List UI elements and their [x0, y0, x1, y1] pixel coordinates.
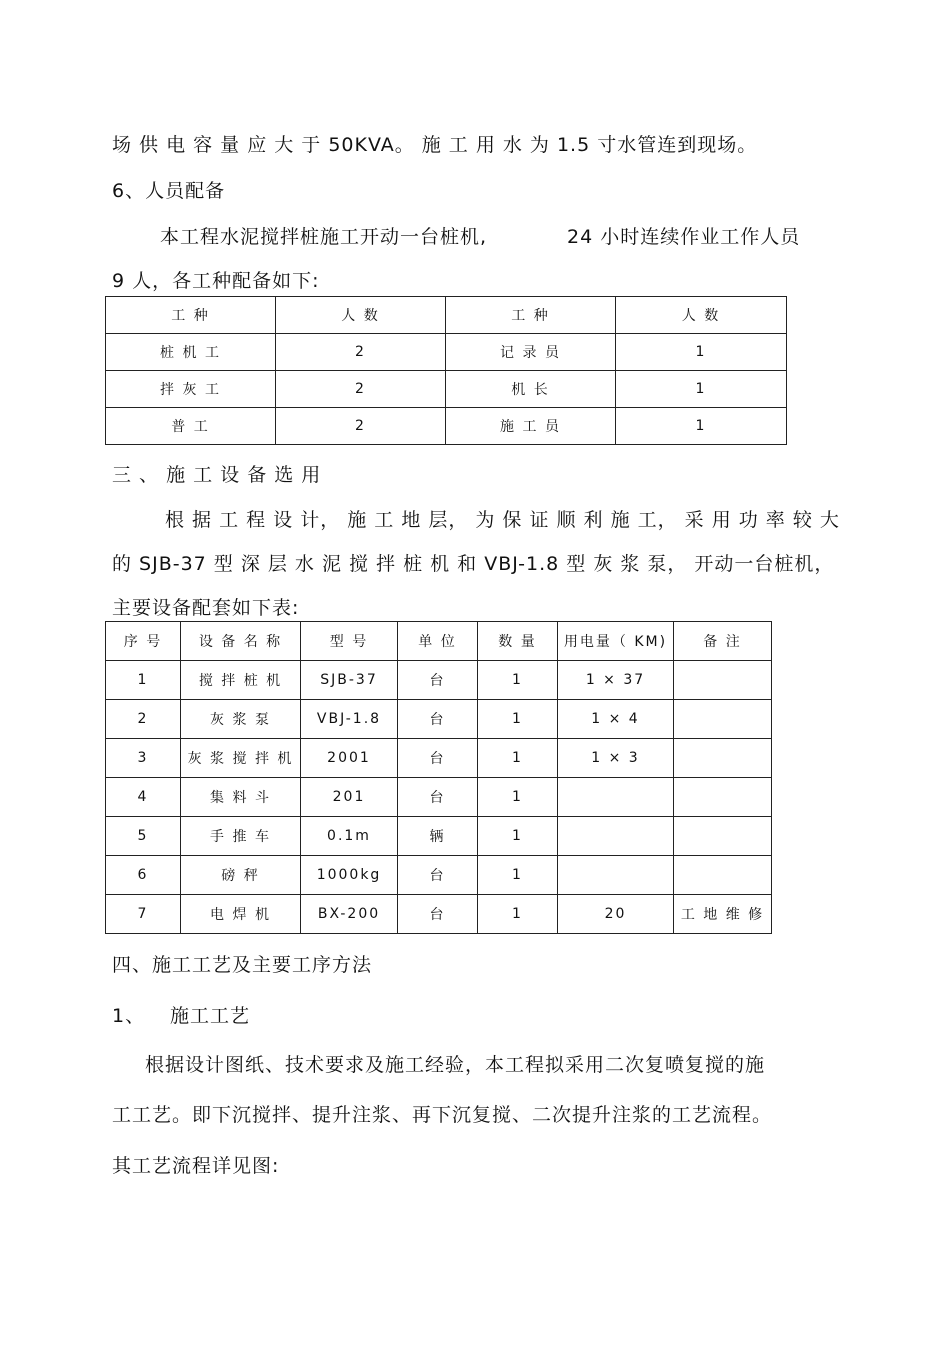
equip_table-cell	[674, 778, 772, 817]
paragraph-line-process-3: 其工艺流程详见图:	[112, 1155, 280, 1177]
equip_table-cell: 5	[106, 817, 181, 856]
equip_table-cell: 灰 浆 泵	[181, 700, 301, 739]
equip_table-cell: 1 × 3	[558, 739, 674, 778]
staff_table-cell: 桩 机 工	[106, 334, 276, 371]
equip_table-cell: 台	[398, 856, 478, 895]
equip_table-cell: 台	[398, 778, 478, 817]
section-heading-process: 四、施工工艺及主要工序方法	[112, 954, 373, 976]
staff_table-header-cell: 工 种	[446, 297, 616, 334]
equip_table-row	[106, 856, 772, 895]
equip_table-cell: 1	[478, 661, 558, 700]
equip_table-row	[106, 739, 772, 778]
equip_table-cell: 1	[478, 739, 558, 778]
equip_table-cell: VBJ-1.8	[301, 700, 398, 739]
equip_table-cell: 201	[301, 778, 398, 817]
staff_table-cell: 2	[276, 334, 446, 371]
paragraph-line-staff-b: 24 小时连续作业工作人员	[567, 226, 801, 248]
equip_table-cell: 2001	[301, 739, 398, 778]
equip_table-cell: 磅 秤	[181, 856, 301, 895]
equip_table-cell	[674, 739, 772, 778]
section-heading-equipment: 三 、 施 工 设 备 选 用	[112, 464, 322, 486]
staff_table-cell: 1	[616, 408, 787, 445]
paragraph-line-staff-count: 9 人，各工种配备如下:	[112, 270, 320, 292]
equip_table-cell: 台	[398, 739, 478, 778]
equip_table-row	[106, 817, 772, 856]
staff_table-header-cell: 工 种	[106, 297, 276, 334]
equip_table-cell: 1	[106, 661, 181, 700]
equip_table-cell: 1 × 37	[558, 661, 674, 700]
subheading-process: 施工工艺	[170, 1005, 251, 1027]
equip_table-cell: 1000kg	[301, 856, 398, 895]
equip_table-cell: 1	[478, 895, 558, 934]
equip_table-cell: 20	[558, 895, 674, 934]
paragraph-line-equip-1: 根 据 工 程 设 计， 施 工 地 层， 为 保 证 顺 利 施 工， 采 用 功 率 较 大	[165, 509, 840, 531]
staff_table-cell: 拌 灰 工	[106, 371, 276, 408]
equip_table-cell: 3	[106, 739, 181, 778]
equip_table-cell: 1	[478, 817, 558, 856]
paragraph-line-equip-2: 的 SJB-37 型 深 层 水 泥 搅 拌 桩 机 和 VBJ-1.8 型 灰 浆 泵， 开动一台桩机，	[112, 553, 835, 575]
staff-table	[105, 296, 787, 445]
equip_table-cell: 1	[478, 700, 558, 739]
equip_table-cell: 集 料 斗	[181, 778, 301, 817]
equip_table-cell: 搅 拌 桩 机	[181, 661, 301, 700]
staff_table-cell: 2	[276, 371, 446, 408]
staff_table-row	[106, 371, 787, 408]
equip_table-header-cell: 型 号	[301, 622, 398, 661]
equip_table-cell: 电 焊 机	[181, 895, 301, 934]
equip_table-cell	[674, 700, 772, 739]
equip_table-cell: 7	[106, 895, 181, 934]
paragraph-line-process-1: 根据设计图纸、技术要求及施工经验，本工程拟采用二次复喷复搅的施	[145, 1054, 766, 1076]
equip_table-cell: 台	[398, 700, 478, 739]
equip_table-cell: 2	[106, 700, 181, 739]
equip_table-header-cell: 单 位	[398, 622, 478, 661]
equip_table-cell	[558, 817, 674, 856]
staff_table-cell: 机 长	[446, 371, 616, 408]
paragraph-line-process-2: 工工艺。即下沉搅拌、提升注浆、再下沉复搅、二次提升注浆的工艺流程。	[112, 1104, 773, 1126]
equip_table-cell: 台	[398, 661, 478, 700]
equip_table-row	[106, 895, 772, 934]
equip_table-cell: SJB-37	[301, 661, 398, 700]
equip_table-row	[106, 700, 772, 739]
equip_table-cell: BX-200	[301, 895, 398, 934]
equip_table-cell: 6	[106, 856, 181, 895]
staff_table-row	[106, 408, 787, 445]
staff_table-cell: 施 工 员	[446, 408, 616, 445]
equip_table-cell: 4	[106, 778, 181, 817]
equip_table-cell: 0.1m	[301, 817, 398, 856]
equip_table-header-row	[106, 622, 772, 661]
equip_table-header-cell: 备 注	[674, 622, 772, 661]
equip_table-cell: 1 × 4	[558, 700, 674, 739]
equip_table-cell	[674, 817, 772, 856]
section-heading-staffing: 6、人员配备	[112, 180, 226, 202]
equip_table-header-cell: 序 号	[106, 622, 181, 661]
equip_table-header-cell: 数 量	[478, 622, 558, 661]
staff_table-cell: 1	[616, 334, 787, 371]
staff_table-cell: 2	[276, 408, 446, 445]
staff_table-header-row	[106, 297, 787, 334]
equip_table-row	[106, 778, 772, 817]
equip_table-cell: 1	[478, 856, 558, 895]
equip_table-cell: 台	[398, 895, 478, 934]
equip_table-cell	[674, 856, 772, 895]
paragraph-line-power: 场 供 电 容 量 应 大 于 50KVA。 施 工 用 水 为 1.5 寸水管连到现场。	[112, 134, 758, 156]
paragraph-line-staff-a: 本工程水泥搅拌桩施工开动一台桩机,	[160, 226, 488, 248]
staff_table-header-cell: 人 数	[616, 297, 787, 334]
equip_table-cell: 工 地 维 修	[674, 895, 772, 934]
staff_table-cell: 普 工	[106, 408, 276, 445]
equip_table-cell: 手 推 车	[181, 817, 301, 856]
staff_table-header-cell: 人 数	[276, 297, 446, 334]
equip_table-cell	[558, 856, 674, 895]
equip_table-cell	[558, 778, 674, 817]
paragraph-line-equip-3: 主要设备配套如下表:	[112, 597, 300, 619]
equip_table-header-cell: 用电量（ KM)	[558, 622, 674, 661]
equip_table-cell: 1	[478, 778, 558, 817]
equipment-table	[105, 621, 772, 934]
equip_table-cell	[674, 661, 772, 700]
equip_table-cell: 辆	[398, 817, 478, 856]
staff_table-cell: 1	[616, 371, 787, 408]
equip_table-row	[106, 661, 772, 700]
staff_table-cell: 记 录 员	[446, 334, 616, 371]
staff_table-row	[106, 334, 787, 371]
subheading-number: 1、	[112, 1005, 146, 1027]
equip_table-header-cell: 设 备 名 称	[181, 622, 301, 661]
equip_table-cell: 灰 浆 搅 拌 机	[181, 739, 301, 778]
